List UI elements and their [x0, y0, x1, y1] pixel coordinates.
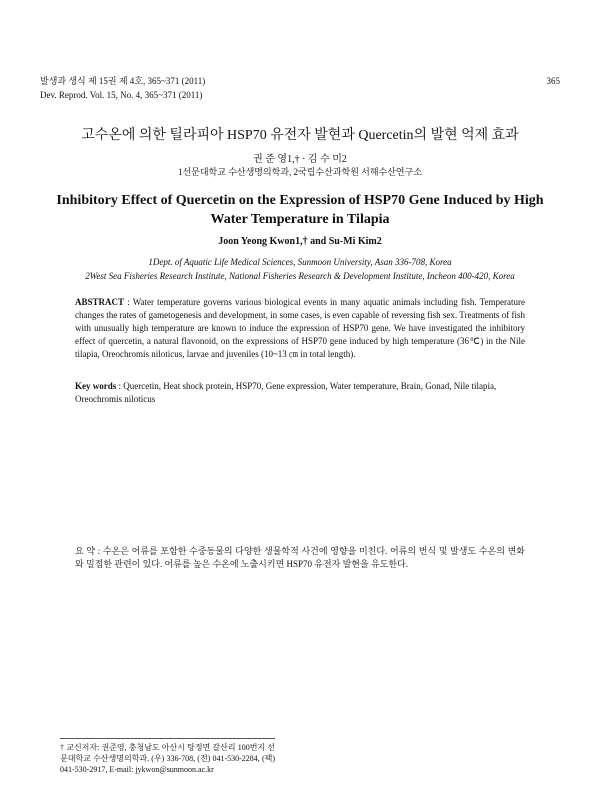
journal-citation-en: Dev. Reprod. Vol. 15, No. 4, 365~371 (2011) [40, 90, 203, 100]
summary-ko: 요 약 : 수온은 어류를 포함한 수중동물의 다양한 생물학적 사건에 영향을 미친다. 어류의 번식 및 발생도 수온의 변화와 밀접한 관련이 있다. 어류를 높은 수온에 노출시키면 HSP70 유전자 발현을 유도한다. [75, 546, 525, 569]
title-ko: 고수온에 의한 틸라피아 HSP70 유전자 발현과 Quercetin의 발현 억제 효과 [81, 128, 519, 143]
abstract: ABSTRACT : Water temperature governs various biological events in many aquatic animals including fish. Temperature changes the rates of gametogenesis and development, in some cases, is even capable of reversing fish sex. Treatments of fish with unusually high temperature are known to induce the expression of HSP70 gene. We have investigated the inhibitory effect of quercetin, a natural flavonoid, on the expressions of HSP70 gene induced by high temperature (36℃) in the Nile tilapia, Oreochromis niloticus, larvae and juveniles (10~13 ㎝ in total length). [75, 297, 525, 359]
title-en: Inhibitory Effect of Quercetin on the Expression of HSP70 Gene Induced by High Water Temperature in Tilapia [56, 193, 544, 227]
footnote-rule [60, 738, 275, 739]
authors-ko: 권 준 영1,† · 김 수 미2 [253, 154, 347, 165]
abstract-text: Water temperature governs various biological events in many aquatic animals including fish. Temperature changes the rates of gametogenesis and development, in some cases, is even capable of reversing fish sex. Treatments of fish with unusually high temperature are known to induce the expression of HSP70 gene. We have investigated the inhibitory effect of quercetin, a natural flavonoid, on the expressions of HSP70 gene induced by high temperature (36℃) in the Nile tilapia, Oreochromis niloticus, larvae and juveniles (10~13 ㎝ in total length). [75, 297, 525, 359]
affiliation-ko: 1선문대학교 수산생명의학과, 2국립수산과학원 서해수산연구소 [177, 167, 423, 177]
authors-en: Joon Yeong Kwon1,† and Su-Mi Kim2 [218, 236, 382, 247]
journal-citation-ko: 발생과 생식 제 15권 제 4호, 365~371 (2011) [40, 76, 206, 86]
keywords: Key words : Quercetin, Heat shock protein, HSP70, Gene expression, Water temperature, Brain, Gonad, Nile tilapia, Oreochromis niloticus [75, 381, 497, 404]
affiliation-en-1: 1Dept. of Aquatic Life Medical Sciences, Sunmoon University, Asan 336-708, Korea [148, 257, 452, 267]
abstract-label: ABSTRACT [75, 297, 125, 307]
keywords-text: Quercetin, Heat shock protein, HSP70, Gene expression, Water temperature, Brain, Gonad, Nile tilapia, Oreochromis niloticus [75, 381, 497, 404]
footnote: † 교신저자: 권준영, 충청남도 아산시 탕정면 갈산리 100번지 선문대학교 수산생명의학과. (우) 336-708, (전) 041-530-2284, (팩) 041-530-2917, E-mail: jykwon@sunmoon.ac.kr [60, 743, 275, 774]
keywords-label: Key words [75, 381, 117, 391]
page-number: 365 [546, 76, 560, 86]
affiliation-en-2: 2West Sea Fisheries Research Institute, National Fisheries Research & Development Institute, Incheon 400-420, Korea [85, 271, 515, 281]
